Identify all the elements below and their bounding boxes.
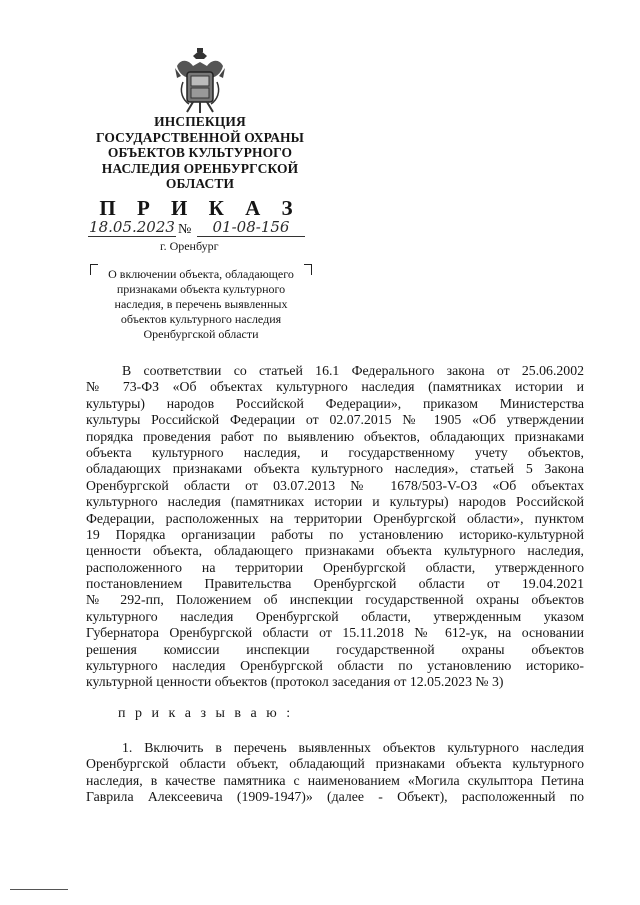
preamble-line: Губернатора Оренбургской области от 15.11.2018 № 612-ук, на основании	[86, 625, 584, 641]
item-1-line: наследия, в качестве памятника с наименованием «Могила скульптора Петина	[86, 772, 584, 788]
preamble-line: Оренбургской области от 03.07.2013 № 1678/503-V-ОЗ «Об объектах	[86, 477, 584, 493]
number-sign: №	[178, 222, 192, 237]
preamble-line: постановлением Правительства Оренбургской области от 19.04.2021	[86, 576, 584, 592]
order-subject	[96, 267, 306, 342]
subject-line: наследия, в перечень выявленных	[114, 297, 288, 311]
item-1-paragraph	[86, 740, 584, 806]
organization-line: ИНСПЕКЦИЯ	[154, 114, 246, 129]
subject-line: объектов культурного наследия	[120, 312, 282, 326]
preamble-line: культурной ценности объектов (протокол заседания от 12.05.2023 № 3)	[86, 674, 504, 690]
order-date: 18.05.2023	[89, 218, 175, 236]
item-1-line: Оренбургской области объект, обладающий признаками объекта культурного	[86, 756, 584, 772]
subject-line: О включении объекта, обладающего	[108, 267, 294, 281]
coat-of-arms-icon	[173, 48, 227, 114]
footer-divider	[10, 889, 68, 890]
preamble-line: культурного наследия Оренбургской области по установлению историко-	[86, 658, 584, 674]
preamble-line: В соответствии со статьей 16.1 Федерального закона от 25.06.2002	[122, 363, 584, 378]
subject-line: Оренбургской области	[143, 327, 259, 341]
preamble-line: культурного наследия Оренбургской области, утвержденным указом	[86, 608, 584, 624]
item-1-line: Гаврила Алексеевича (1909-1947)» (далее - Объект), расположенный по	[86, 789, 584, 805]
organization-line: ГОСУДАРСТВЕННОЙ ОХРАНЫ	[95, 129, 305, 145]
preamble-line: расположенного на территории Оренбургской области, утвержденного	[86, 559, 584, 575]
preamble-line: 19 Порядка организации работы по установлению историко-культурной	[86, 526, 584, 542]
order-title: П Р И К А З	[99, 196, 301, 220]
preamble-line: культурного наследия (памятниках истории и культуры) народов Российской	[86, 494, 584, 510]
order-city: г. Оренбург	[160, 239, 219, 253]
organization-line: ОБЛАСТИ	[165, 176, 235, 192]
preamble-line: № 292-пп, Положением об инспекции государственной охраны объектов	[86, 592, 584, 608]
preamble-line: порядка проведения работ по выявлению объектов, обладающих признаками	[86, 428, 584, 444]
organization-line: ОБЪЕКТОВ КУЛЬТУРНОГО	[107, 145, 293, 161]
item-1-line: 1. Включить в перечень выявленных объектов культурного наследия	[122, 740, 584, 755]
preamble-line: обладающих признаками объекта культурного наследия», статьей 5 Закона	[86, 461, 584, 477]
preamble-line: решения комиссии инспекции государственной охраны объектов	[86, 641, 584, 657]
decree-word: п р и к а з ы в а ю :	[118, 706, 294, 721]
order-number: 01-08-156	[197, 218, 305, 237]
organization-name	[70, 114, 330, 192]
preamble-line: № 73-ФЗ «Об объектах культурного наследия (памятниках истории и	[86, 379, 584, 395]
preamble-line: ценности объекта, обладающего признаками объекта культурного наследия,	[86, 543, 584, 559]
preamble-line: Федерации, расположенных на территории Оренбургской области», пунктом	[86, 510, 584, 526]
preamble-line: культуры Российской Федерации от 02.07.2015 № 1905 «Об утверждении	[86, 412, 584, 428]
preamble-paragraph	[86, 363, 584, 691]
subject-line: признаками объекта культурного	[116, 282, 286, 296]
preamble-line: культуры) народов Российской Федерации», приказом Министерства	[86, 395, 584, 411]
preamble-line: объекта культурного наследия, и государственному учету объектов,	[86, 444, 584, 460]
organization-line: НАСЛЕДИЯ ОРЕНБУРГСКОЙ	[101, 160, 299, 176]
